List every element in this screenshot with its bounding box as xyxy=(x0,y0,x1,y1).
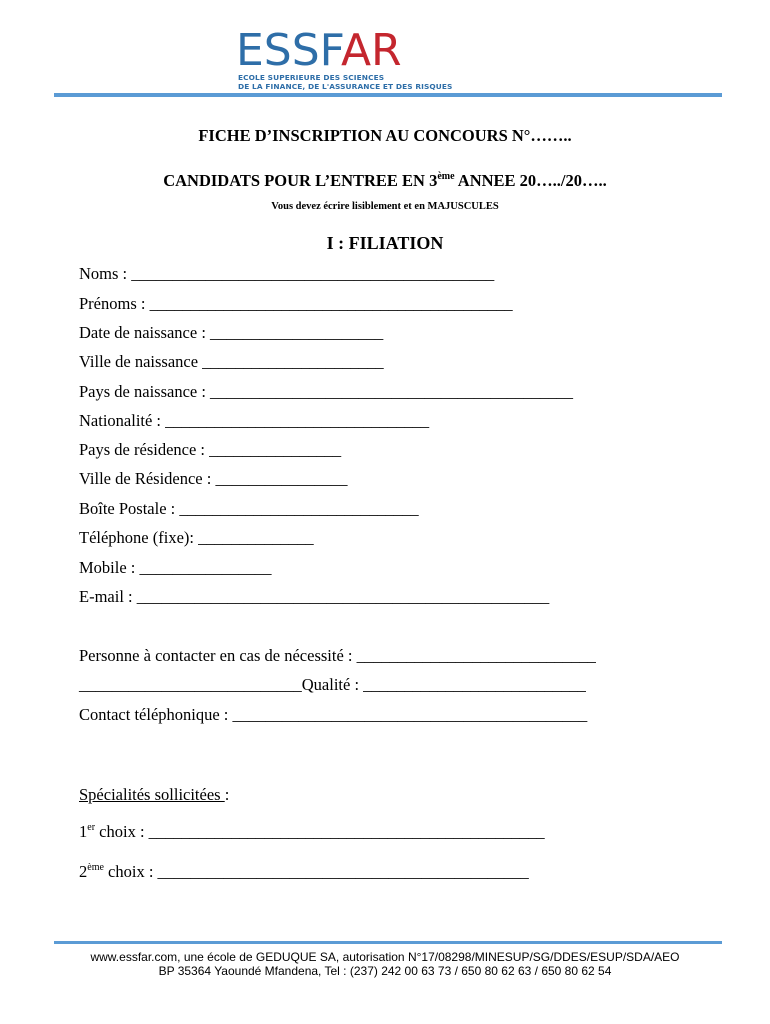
header-divider xyxy=(54,93,722,97)
specialites-colon: : xyxy=(224,785,230,804)
instruction-text: Vous devez écrire lisiblement et en MAJUSCULES xyxy=(271,201,499,212)
form-title: FICHE D’INSCRIPTION AU CONCOURS N°…….. xyxy=(198,126,572,145)
logo-subtitle-line2: DE LA FINANCE, DE L'ASSURANCE ET DES RISQUES xyxy=(238,82,453,91)
field-telephone-fixe[interactable]: Téléphone (fixe): ______________ xyxy=(79,528,314,547)
choix1-sup: er xyxy=(87,822,96,833)
logo-word-blue: ESSF xyxy=(236,25,341,76)
field-contact-telephonique[interactable]: Contact téléphonique : ___________________________________________ xyxy=(79,705,588,724)
field-pays-naissance[interactable]: Pays de naissance : ____________________________________________ xyxy=(79,382,574,401)
section-title-filiation: I : FILIATION xyxy=(326,233,444,253)
footer-divider xyxy=(54,941,722,944)
field-nationalite[interactable]: Nationalité : ________________________________ xyxy=(79,411,430,430)
subtitle-before: CANDIDATS POUR L’ENTREE EN 3 xyxy=(163,171,438,190)
specialites-heading xyxy=(79,785,229,805)
field-date-naissance[interactable]: Date de naissance : _____________________ xyxy=(79,323,384,342)
choix2-number: 2 xyxy=(79,862,88,881)
subtitle-sup: ème xyxy=(437,171,455,182)
logo-subtitle-line1: ECOLE SUPERIEURE DES SCIENCES xyxy=(238,73,385,82)
essfar-logo xyxy=(236,25,481,92)
field-pays-residence[interactable]: Pays de résidence : ________________ xyxy=(79,440,342,459)
choix1-number: 1 xyxy=(79,822,88,841)
form-subtitle xyxy=(0,171,770,191)
field-qualite[interactable]: ___________________________Qualité : ___________________________ xyxy=(79,675,586,694)
subtitle-after: ANNEE 20…../20….. xyxy=(454,171,607,190)
footer-line-1: www.essfar.com, une école de GEDUQUE SA, autorisation N°17/08298/MINESUP/SG/DDES/ESUP/SDA/AEO xyxy=(90,950,680,964)
logo-wordmark xyxy=(236,25,402,76)
footer-line-2: BP 35364 Yaoundé Mfandena, Tel : (237) 242 00 63 73 / 650 80 62 63 / 650 80 62 54 xyxy=(158,964,612,978)
field-ville-residence[interactable]: Ville de Résidence : ________________ xyxy=(79,469,348,488)
choix2-line: choix : _____________________________________________ xyxy=(103,862,529,881)
field-ville-naissance[interactable]: Ville de naissance ______________________ xyxy=(79,352,384,371)
field-email[interactable]: E-mail : __________________________________________________ xyxy=(79,587,550,606)
logo-word-red: AR xyxy=(340,25,402,76)
field-choix-1[interactable] xyxy=(79,822,545,842)
specialites-label: Spécialités sollicitées xyxy=(79,785,225,804)
choix1-line: choix : ________________________________________________ xyxy=(95,822,545,841)
field-choix-2[interactable] xyxy=(79,862,529,882)
field-personne-contact[interactable]: Personne à contacter en cas de nécessité : _____________________________ xyxy=(79,646,596,665)
field-prenoms[interactable]: Prénoms : ____________________________________________ xyxy=(79,294,513,313)
field-boite-postale[interactable]: Boîte Postale : _____________________________ xyxy=(79,499,419,518)
choix2-sup: ème xyxy=(87,862,104,873)
field-mobile[interactable]: Mobile : ________________ xyxy=(79,558,272,577)
field-noms[interactable]: Noms : ____________________________________________ xyxy=(79,264,495,283)
